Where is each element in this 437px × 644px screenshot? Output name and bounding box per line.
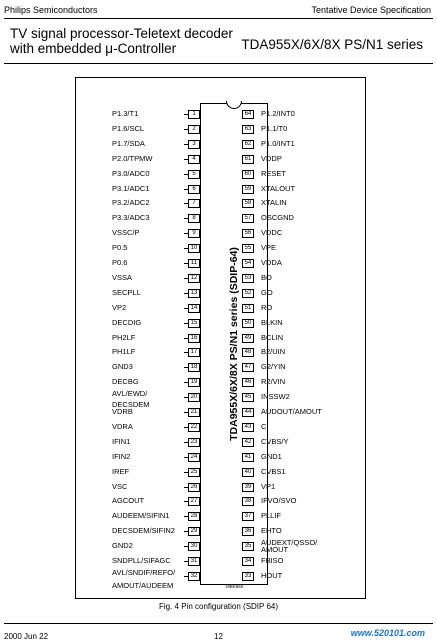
pin-1-lead <box>184 114 188 115</box>
pin-7-number: 7 <box>188 199 200 208</box>
pin-7-label: P3.2/ADC2 <box>112 198 150 208</box>
pin-44-number: 44 <box>242 408 254 417</box>
pin-23-lead <box>184 442 188 443</box>
pin-62-number: 62 <box>242 140 254 149</box>
pin-8-lead <box>184 218 188 219</box>
pin-10-number: 10 <box>188 244 200 253</box>
pin-6-label: P3.1/ADC1 <box>112 183 150 193</box>
pin-58-label: XTALIN <box>261 198 287 208</box>
pin-14-label: VP2 <box>112 302 127 312</box>
pin-35-label-line2: AMOUT <box>261 545 289 554</box>
pin-52-label: GO <box>261 287 273 297</box>
pin-32-lead <box>184 576 188 577</box>
pin-5-label: P3.0/ADC0 <box>112 168 150 178</box>
pin-24-label: IFIN2 <box>112 451 131 461</box>
pin-3-label: P1.7/SDA <box>112 138 145 148</box>
pin-16-lead <box>184 338 188 339</box>
pin-3-lead <box>184 144 188 145</box>
pin-3-number: 3 <box>188 140 200 149</box>
pin-39-label: VP1 <box>261 481 276 491</box>
pin-35-number: 35 <box>242 542 254 551</box>
pin-32-label-line2: AMOUT/AUDEEM <box>112 581 174 590</box>
pin-8-number: 8 <box>188 214 200 223</box>
pin-9-label: VSSC/P <box>112 228 140 238</box>
pin-55-number: 55 <box>242 244 254 253</box>
pin-20-label: AVL/EWD/ <box>112 389 148 399</box>
page-number: 12 <box>214 632 223 641</box>
pin-57-number: 57 <box>242 214 254 223</box>
pin-43-number: 43 <box>242 423 254 432</box>
pin-27-number: 27 <box>188 497 200 506</box>
pin-22-label: VDRA <box>112 421 133 431</box>
pin-14-lead <box>184 308 188 309</box>
pin-46-number: 46 <box>242 378 254 387</box>
pin-17-label: PH1LF <box>112 347 136 357</box>
pin-61-number: 61 <box>242 155 254 164</box>
pin-6-number: 6 <box>188 185 200 194</box>
pin-18-label: GND3 <box>112 362 133 372</box>
pin-40-number: 40 <box>242 468 254 477</box>
pin-1-label: P1.3/T1 <box>112 109 139 118</box>
pin-59-number: 59 <box>242 185 254 194</box>
pin-46-label: R2/VIN <box>261 377 286 387</box>
pin-39-number: 39 <box>242 483 254 492</box>
pin-16-label: PH2LF <box>112 332 136 342</box>
pin-15-label: DECDIG <box>112 317 142 327</box>
pin-28-label: AUDEEM/SIFIN1 <box>112 511 170 521</box>
pin-30-label: GND2 <box>112 541 133 551</box>
chip-label: TDA955X/6X/8X PS/N1 series (SDIP-64) <box>228 247 240 441</box>
pin-51-number: 51 <box>242 304 254 313</box>
pin-31-number: 31 <box>188 557 200 566</box>
pin-48-number: 48 <box>242 348 254 357</box>
pin-12-number: 12 <box>188 274 200 283</box>
pin-56-number: 56 <box>242 229 254 238</box>
pin-64-label: P1.2/INT0 <box>261 109 295 118</box>
pin-11-lead <box>184 263 188 264</box>
pin-17-number: 17 <box>188 348 200 357</box>
pin-10-label: P0.5 <box>112 243 128 253</box>
pin-18-lead <box>184 367 188 368</box>
spacer <box>4 613 433 614</box>
pin-5-number: 5 <box>188 170 200 179</box>
pin-56-label: VDDC <box>261 228 283 238</box>
pin-59-label: XTALOUT <box>261 183 296 193</box>
pin-4-lead <box>184 159 188 160</box>
pin-45-label: INSSW2 <box>261 392 290 402</box>
pin-23-label: IFIN1 <box>112 436 131 446</box>
pin-12-label: VSSA <box>112 272 133 282</box>
pin-47-label: G2/YIN <box>261 362 286 372</box>
pin-28-number: 28 <box>188 512 200 521</box>
pin-2-number: 2 <box>188 125 200 134</box>
pin-41-label: GND1 <box>261 451 282 461</box>
pin-60-label: RESET <box>261 168 287 178</box>
pin-20-label-line2: DECSDEM <box>112 400 150 409</box>
pin-62-label: P1.0/INT1 <box>261 138 295 148</box>
pin-11-number: 11 <box>188 259 200 268</box>
pin-2-lead <box>184 129 188 130</box>
pin-51-label: RO <box>261 302 273 312</box>
title-rule <box>4 63 433 64</box>
pin-36-number: 36 <box>242 527 254 536</box>
pin-48-label: B2/UIN <box>261 347 286 357</box>
pin-64-number: 64 <box>242 110 254 119</box>
pin-15-number: 15 <box>188 319 200 328</box>
pin-24-number: 24 <box>188 453 200 462</box>
pin-25-label: IREF <box>112 466 130 476</box>
pin-63-label: P1.1/T0 <box>261 123 288 133</box>
pin-49-label: BCLIN <box>261 332 284 342</box>
pin-42-number: 42 <box>242 438 254 447</box>
pin-23-number: 23 <box>188 438 200 447</box>
pin-21-label: VDRB <box>112 407 133 416</box>
pin-25-number: 25 <box>188 468 200 477</box>
pin-29-number: 29 <box>188 527 200 536</box>
pin-19-lead <box>184 382 188 383</box>
pin-34-label: FBISO <box>261 556 284 565</box>
figure-caption: Fig. 4 Pin configuration (SDIP 64) <box>158 602 279 611</box>
pin-20-number: 20 <box>188 393 200 402</box>
pin-6-lead <box>184 189 188 190</box>
pin-50-label: BLKIN <box>261 317 283 327</box>
pin-40-label: CVBS1 <box>261 466 286 476</box>
pin-9-lead <box>184 233 188 234</box>
pin-30-number: 30 <box>188 542 200 551</box>
pin-34-number: 34 <box>242 557 254 566</box>
pin-38-label: IFVO/SVO <box>261 496 297 506</box>
pin-10-lead <box>184 248 188 249</box>
pin-24-lead <box>184 457 188 458</box>
pin-47-number: 47 <box>242 363 254 372</box>
pin-7-lead <box>184 203 188 204</box>
pin-4-label: P2.0/TPMW <box>112 153 153 163</box>
pin-32-label: AVL/SNDIF/REFO/ <box>112 567 176 577</box>
pin-19-label: DECBG <box>112 377 139 387</box>
pin-55-label: VPE <box>261 243 277 253</box>
pin-2-label: P1.6/SCL <box>112 123 145 133</box>
pin-44-label: AUDOUT/AMOUT <box>261 407 322 416</box>
pin-26-label: VSC <box>112 481 128 491</box>
pin-52-number: 52 <box>242 289 254 298</box>
pin-63-number: 63 <box>242 125 254 134</box>
pin-33-label: HOUT <box>261 570 283 580</box>
part-number-title: TDA955X/6X/8X PS/N1 series <box>241 37 423 52</box>
pin-18-number: 18 <box>188 363 200 372</box>
pin-31-label: SNDPLL/SIFAGC <box>112 556 171 565</box>
pin-11-label: P0.6 <box>112 258 128 267</box>
pin-13-lead <box>184 293 188 294</box>
pin-28-lead <box>184 516 188 517</box>
pin-36-label: EHTO <box>261 526 282 536</box>
pin-37-label: PLLIF <box>261 511 282 521</box>
pin-32-number: 32 <box>188 572 200 581</box>
pin-16-number: 16 <box>188 334 200 343</box>
pin-12-lead <box>184 278 188 279</box>
pin-26-number: 26 <box>188 483 200 492</box>
figure-code: MBK560 <box>226 584 244 589</box>
document-status: Tentative Device Specification <box>311 5 431 15</box>
pin-13-label: SECPLL <box>112 287 141 297</box>
footer-date: 2000 Jun 22 <box>4 632 49 641</box>
pin-15-lead <box>184 323 188 324</box>
pin-27-lead <box>184 501 188 502</box>
pin-58-number: 58 <box>242 199 254 208</box>
pin-19-number: 19 <box>188 378 200 387</box>
pin-29-lead <box>184 531 188 532</box>
document-title: TV signal processor-Teletext decoder with embedded μ-Controller <box>10 26 233 56</box>
company-name: Philips Semiconductors <box>4 5 98 15</box>
pin-20-lead <box>184 397 188 398</box>
pin-49-number: 49 <box>242 334 254 343</box>
pin-8-label: P3.3/ADC3 <box>112 213 150 223</box>
pin-1-number: 1 <box>188 110 200 119</box>
pin-4-number: 4 <box>188 155 200 164</box>
pin-5-lead <box>184 174 188 175</box>
pin-53-label: BO <box>261 272 272 282</box>
pin-14-number: 14 <box>188 304 200 313</box>
pin-21-lead <box>184 412 188 413</box>
pin-43-label: C <box>261 421 267 431</box>
footer-rule <box>4 623 433 624</box>
header-rule <box>4 18 433 19</box>
pin-27-label: AGCOUT <box>112 496 145 506</box>
pin-13-number: 13 <box>188 289 200 298</box>
pin-57-label: OSCGND <box>261 213 294 223</box>
pin-35-label: AUDEXT/QSSO/ <box>261 538 318 548</box>
pin-30-lead <box>184 546 188 547</box>
pin-50-number: 50 <box>242 319 254 328</box>
watermark: www.520101.com <box>350 628 425 638</box>
pin-54-number: 54 <box>242 259 254 268</box>
pin-38-number: 38 <box>242 497 254 506</box>
pin-22-lead <box>184 427 188 428</box>
pin-21-number: 21 <box>188 408 200 417</box>
pin-42-label: CVBS/Y <box>261 436 289 446</box>
pin-9-number: 9 <box>188 229 200 238</box>
pin-41-number: 41 <box>242 453 254 462</box>
pin-17-lead <box>184 352 188 353</box>
pin-45-number: 45 <box>242 393 254 402</box>
pin-25-lead <box>184 472 188 473</box>
pin-61-label: VDDP <box>261 153 282 163</box>
pin-60-number: 60 <box>242 170 254 179</box>
pin-31-lead <box>184 561 188 562</box>
pin-37-number: 37 <box>242 512 254 521</box>
pin-22-number: 22 <box>188 423 200 432</box>
pin-29-label: DECSDEM/SIFIN2 <box>112 526 175 536</box>
pin-54-label: VDDA <box>261 258 282 267</box>
pin-33-number: 33 <box>242 572 254 581</box>
pin-26-lead <box>184 487 188 488</box>
pin-53-number: 53 <box>242 274 254 283</box>
